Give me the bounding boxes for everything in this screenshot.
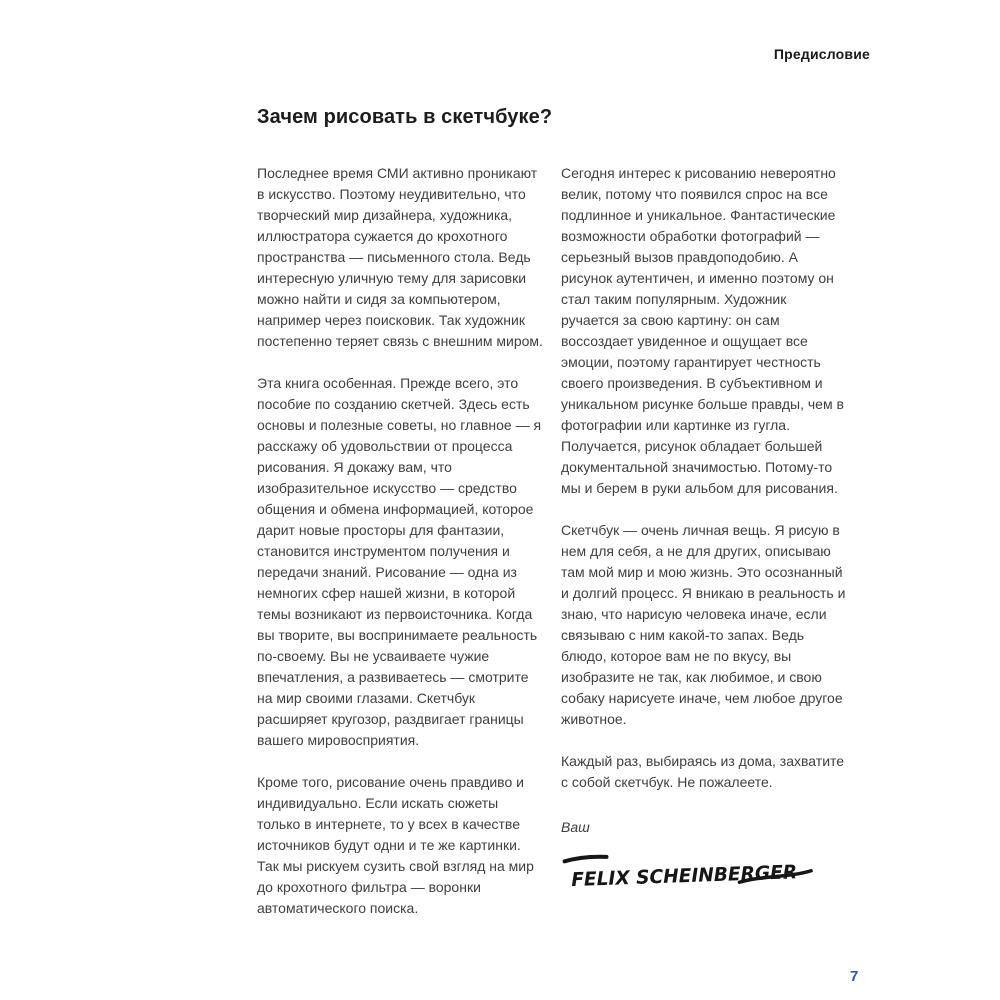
page-number: 7 [850,968,859,985]
paragraph-right-2: Скетчбук — очень личная вещь. Я рисую в нем для себя, а не для других, описываю там мой мир и мою жизнь. Это осознанный и долгий процесс. Я вникаю в реальность и знаю, что нарисую человека иначе, если связываю с ним какой-то запах. Ведь блюдо, которое вам не по вкусу, вы изобразите не так, как любимое, и свою собаку нарисуете иначе, чем любое другое животное. [561,522,846,727]
chapter-title: Зачем рисовать в скетчбуке? [257,106,553,128]
left-column [257,163,543,940]
text-columns [257,163,847,940]
author-signature [561,844,817,896]
paragraph-right-3: Каждый раз, выбираясь из дома, захватите с собой скетчбук. Не пожалеете. [561,753,845,790]
paragraph-right-1: Сегодня интерес к рисованию невероятно велик, потому что появился спрос на все подлинное и уникальное. Фантастические возможности обработки фотографий — серьезный вызов правдоподобию. А рисунок аутентичен, и именно поэтому он стал таким популярным. Художник ручается за свою картину: он сам воссоздает увиденное и ощущает все эмоции, поэтому гарантирует честность своего произведения. В субъективном и уникальном рисунке больше правды, чем в фотографии или картинке из гугла. Получается, рисунок обладает большей документальной значимостью. Потому-то мы и берем в руки альбом для рисования. [561,165,844,496]
signature-crossbar-stroke [565,856,607,861]
running-header: Предисловие [773,46,870,62]
paragraph-left-3: Кроме того, рисование очень правдиво и индивидуально. Если искать сюжеты только в интернете, то у всех в качестве источников будут одни и те же картинки. Так мы рискуем сузить свой взгляд на мир до крохотного фильтра — воронки автоматического поиска. [257,774,534,916]
paragraph-left-1: Последнее время СМИ активно проникают в искусство. Поэтому неудивительно, что творческий мир дизайнера, художника, иллюстратора сужается до крохотного пространства — письменного стола. Ведь интересную уличную тему для зарисовки можно найти и сидя за компьютером, например через поисковик. Так художник постепенно теряет связь с внешним миром. [257,165,543,349]
paragraph-left-2: Эта книга особенная. Прежде всего, это пособие по созданию скетчей. Здесь есть основы и полезные советы, но главное — я расскажу об удовольствии от процесса рисования. Я докажу вам, что изобразительное искусство — средство общения и обмена информацией, которое дарит новые просторы для фантазии, становится инструментом получения и передачи знаний. Рисование — одна из немногих сфер нашей жизни, в которой темы возникают из первоисточника. Когда вы творите, вы воспринимаете реальность по-своему. Вы не усваиваете чужие впечатления, а развиваетесь — смотрите на мир своими глазами. Скетчбук расширяет кругозор, раздвигает границы вашего мировосприятия. [257,375,542,748]
right-column [561,163,847,940]
signature-text: Felix Scheinberger [570,861,803,892]
signature-svg [561,844,817,896]
closing-salutation: Ваш [561,819,590,835]
